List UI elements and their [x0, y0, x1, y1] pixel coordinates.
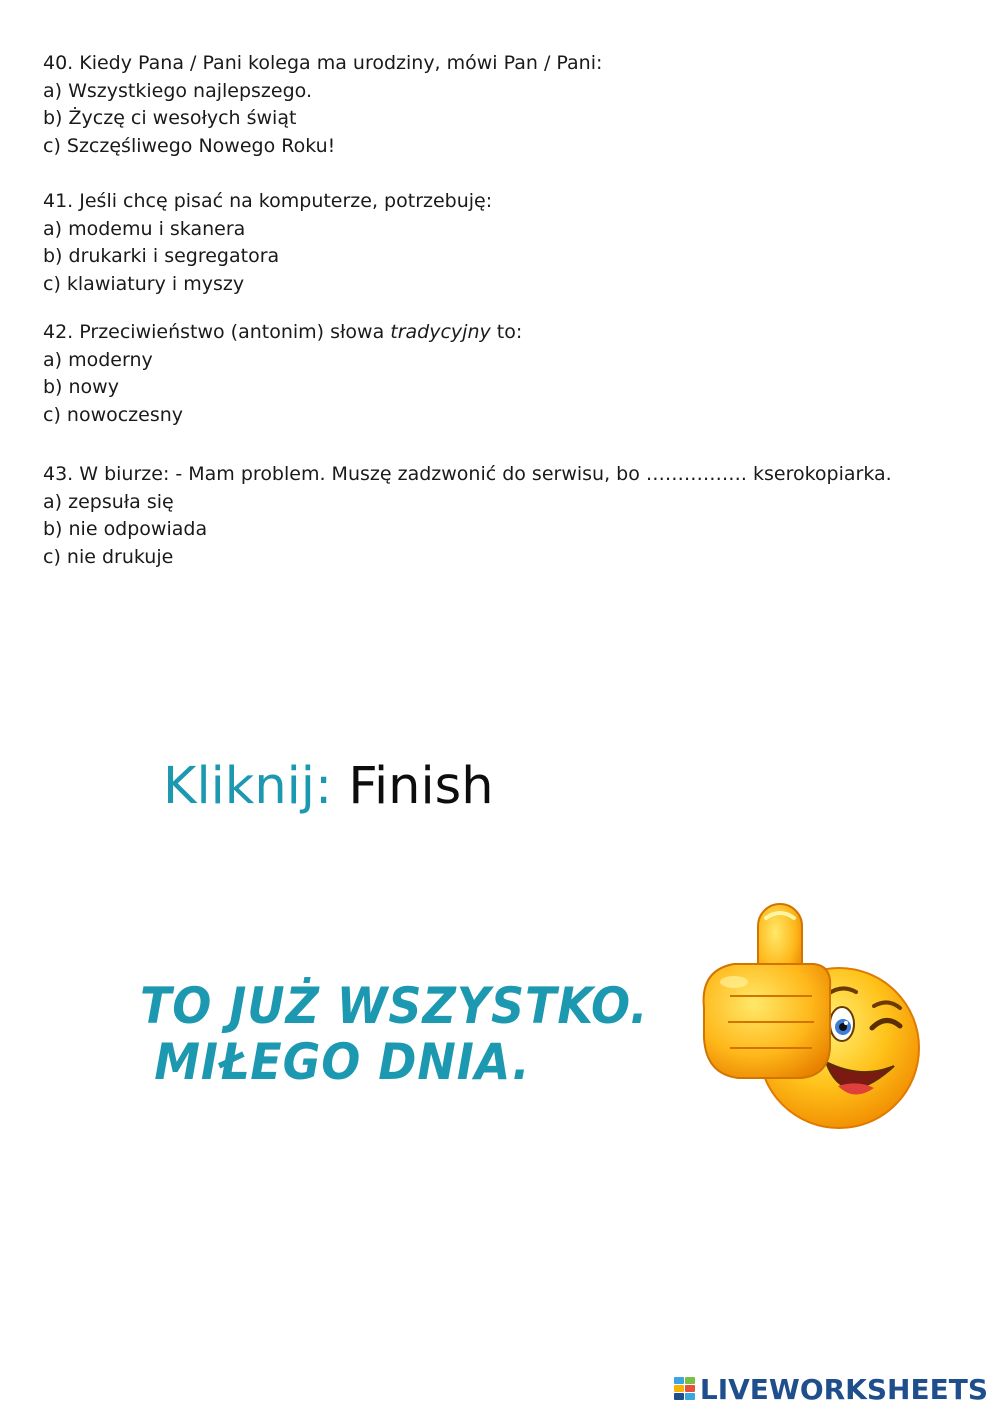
question-40-option-a: a) Wszystkiego najlepszego. [43, 79, 312, 102]
question-42-option-b: b) nowy [43, 376, 119, 399]
question-42-prompt-italic: tradycyjny [390, 321, 491, 343]
question-40 [43, 50, 602, 160]
question-41-prompt: 41. Jeśli chcę pisać na komputerze, potrzebuję: [43, 190, 493, 212]
question-42-prompt [43, 319, 522, 347]
question-43-option-b: b) nie odpowiada [43, 518, 208, 541]
thumbs-up-wink-emoji-icon [694, 898, 926, 1138]
liveworksheets-logo [674, 1372, 988, 1406]
question-41 [43, 188, 492, 298]
closing-message-line-2: MIŁEGO DNIA. [154, 1033, 531, 1091]
question-41-option-a: a) modemu i skanera [43, 217, 246, 240]
liveworksheets-logo-icon [674, 1377, 696, 1401]
question-40-prompt: 40. Kiedy Pana / Pani kolega ma urodziny, mówi Pan / Pani: [43, 52, 603, 74]
question-43-prompt: 43. W biurze: - Mam problem. Muszę zadzwonić do serwisu, bo ……………. kserokopiarka. [43, 463, 892, 485]
question-41-option-b: b) drukarki i segregatora [43, 245, 280, 268]
question-40-option-c: c) Szczęśliwego Nowego Roku! [43, 134, 336, 157]
question-42 [43, 319, 522, 429]
question-43-option-a: a) zepsuła się [43, 490, 174, 513]
question-40-option-b: b) Życzę ci wesołych świąt [43, 107, 297, 130]
finish-instruction-value: Finish [348, 757, 494, 816]
finish-instruction [163, 752, 494, 822]
question-43 [43, 461, 892, 571]
question-42-prompt-end: to: [490, 321, 523, 343]
question-43-option-c: c) nie drukuje [43, 545, 174, 568]
liveworksheets-logo-text: LIVEWORKSHEETS [699, 1372, 988, 1406]
closing-message-line-1: TO JUŻ WSZYSTKO. [140, 977, 649, 1035]
finish-instruction-label: Kliknij: [163, 757, 333, 816]
closing-message [140, 977, 649, 1091]
question-42-option-c: c) nowoczesny [43, 403, 184, 426]
question-41-option-c: c) klawiatury i myszy [43, 272, 245, 295]
question-42-option-a: a) moderny [43, 348, 153, 371]
question-42-prompt-start: 42. Przeciwieństwo (antonim) słowa [43, 321, 391, 343]
